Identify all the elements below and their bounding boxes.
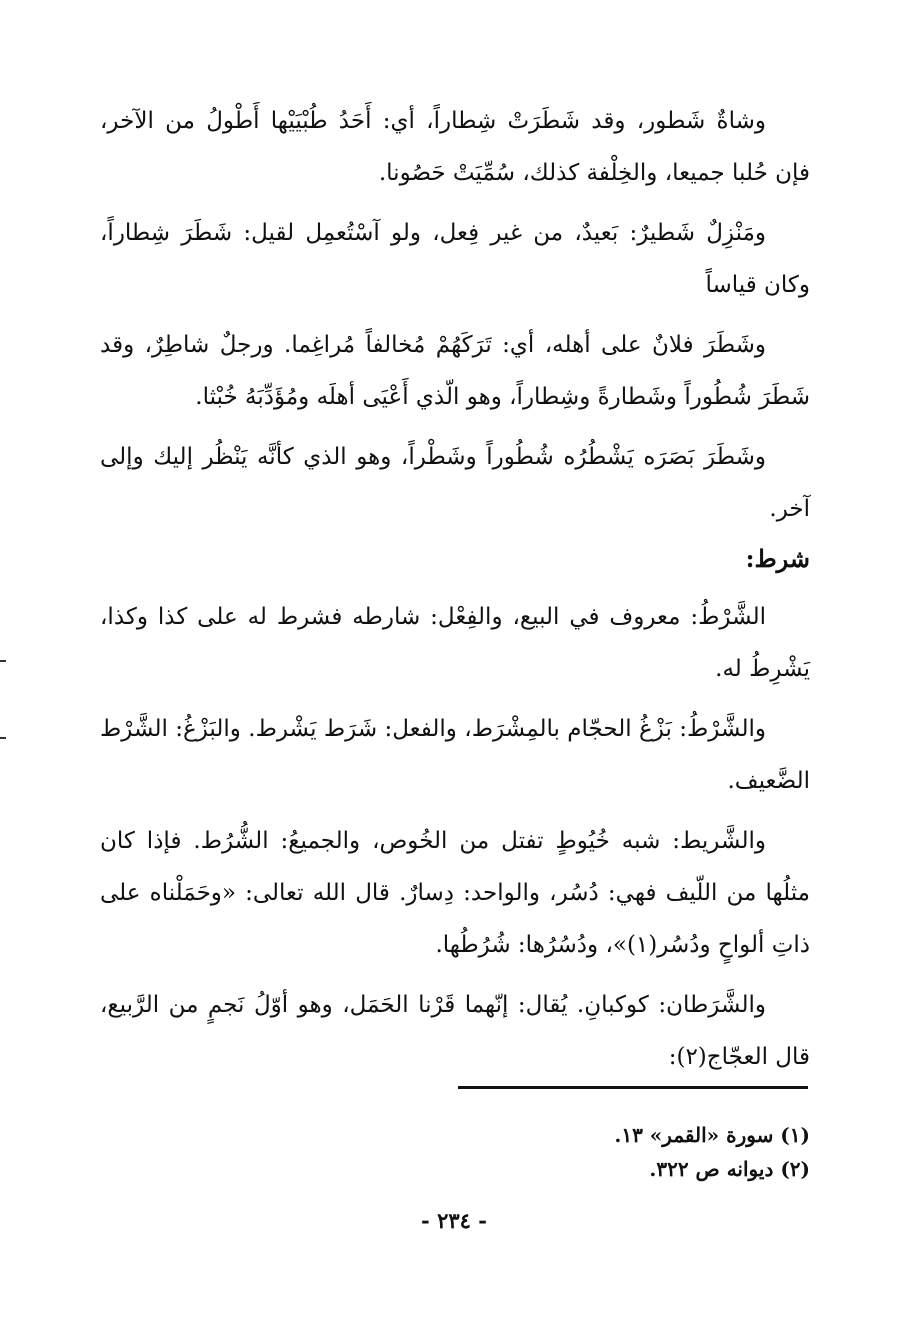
paragraph: وشَطَرَ بَصَرَه يَشْطُرُه شُطُوراً وشَطْراً، وهو الذي كأنَّه يَنْظُر إليك وإلى آخر. <box>100 444 810 522</box>
paragraph: وشَطَرَ فلانٌ على أهله، أي: تَرَكَهُمْ مُخالفاً مُراغِما. ورجلٌ شاطِرٌ، وقد شَطَرَ شُطُوراً وشَطارةً وشِطاراً، وهو الّذي أَعْيَى أهلَه ومُؤَدِّبَهُ خُبْثا. <box>100 332 810 410</box>
paragraph: والشَّرَطان: كوكبانِ. يُقال: إنّهما قَرْنا الحَمَل، وهو أوّلُ نَجمٍ من الرَّبيع، قال العجّاج(٢): <box>100 992 810 1070</box>
paragraph: والشَّريط: شبه خُيُوطٍ تفتل من الخُوص، والجميعُ: الشُّرُط. فإذا كان مثلُها من اللّيف فهي: دُسُر، والواحد: دِسارٌ. قال الله تعالى: «وحَمَلْناه على ذاتِ ألواحٍ ودُسُر(١)»، ودُسُرُها: شُرُطُها. <box>100 828 810 958</box>
page-number: - ٢٣٤ - <box>421 1208 487 1233</box>
paragraph: الشَّرْطُ: معروف في البيع، والفِعْل: شارطه فشرط له على كذا وكذا، يَشْرِطُ له. <box>100 604 810 682</box>
paragraph: ومَنْزِلٌ شَطيرٌ: بَعيدٌ، من غير فِعل، ولو آسْتُعمِل لقيل: شَطَرَ شِطاراً، وكان قياساً <box>100 220 810 298</box>
margin-mark <box>0 737 6 739</box>
section-heading: شرط: <box>745 544 810 573</box>
main-text <box>100 95 810 1091</box>
footnote-divider <box>458 1086 808 1089</box>
paragraph: والشَّرْطُ: بَزْغُ الحجّام بالمِشْرَط، والفعل: شَرَط يَشْرط. والبَزْغُ: الشَّرْط الضَّعيف. <box>100 716 810 794</box>
paragraph: وشاةٌ شَطور، وقد شَطَرَتْ شِطاراً، أي: أَحَدُ طُبْيَيْها أَطْولُ من الآخر، فإن حُلبا جميعا، والخِلْفة كذلك، سُمِّيَتْ حَصُونا. <box>100 108 810 186</box>
footnote: (١) سورة «القمر» ١٣. <box>614 1123 810 1147</box>
footnotes <box>458 1118 810 1186</box>
footnote: (٢) ديوانه ص ٣٢٢. <box>649 1157 810 1181</box>
margin-mark <box>0 660 6 662</box>
